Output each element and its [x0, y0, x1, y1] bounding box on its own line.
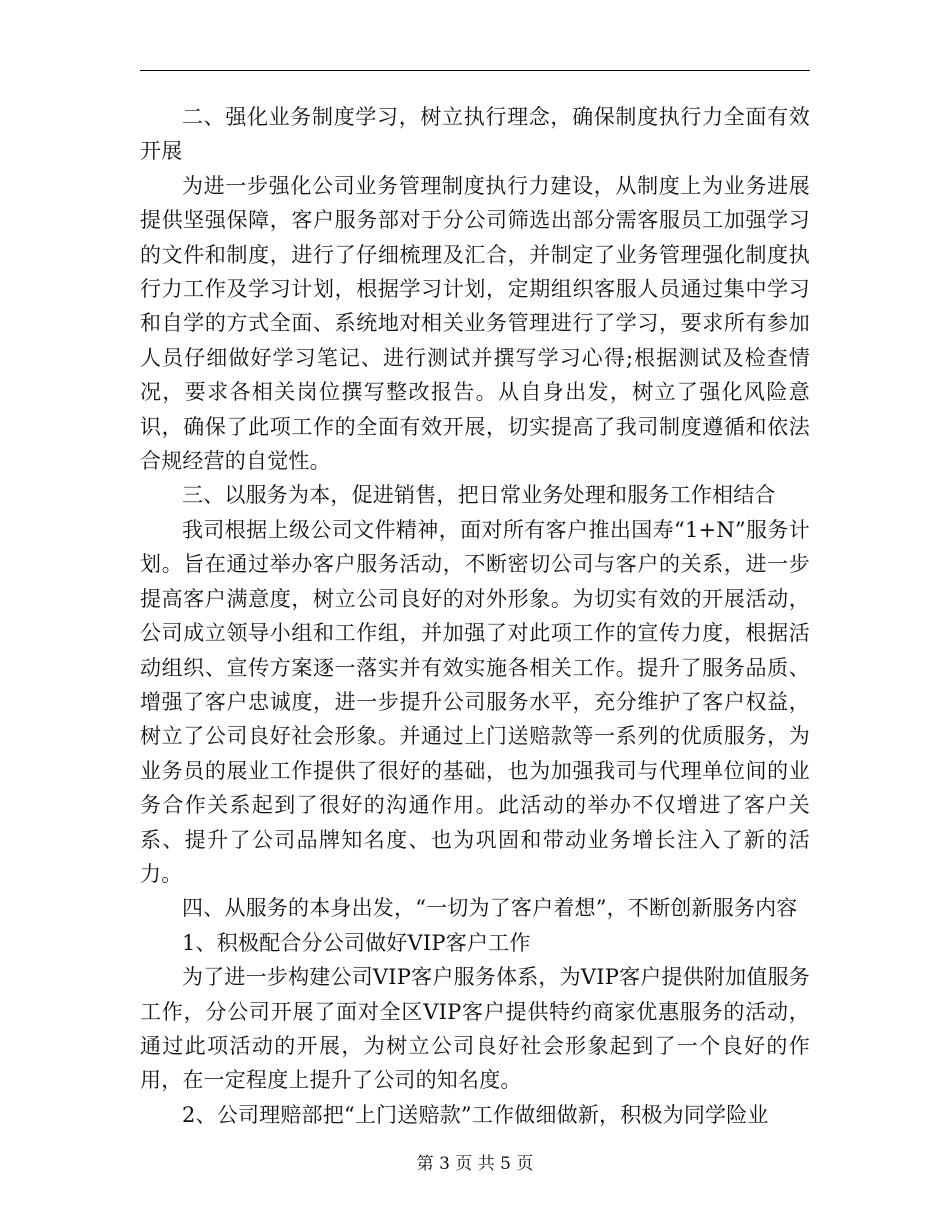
body-paragraph: 为了进一步构建公司VIP客户服务体系，为VIP客户提供附加值服务工作，分公司开展了面对全区VIP客户提供特约商家优惠服务的活动，通过此项活动的开展，为树立公司良好社会形象起到了一个良好的作用，在一定程度上提升了公司的知名度。: [140, 965, 810, 1093]
header-rule: [140, 70, 810, 71]
document-body: [140, 100, 810, 1132]
body-paragraph: 为进一步强化公司业务管理制度执行力建设，从制度上为业务进展提供坚强保障，客户服务部对于分公司筛选出部分需客服员工加强学习的文件和制度，进行了仔细梳理及汇合，并制定了业务管理强化制度执行力工作及学习计划，根据学习计划，定期组织客服人员通过集中学习和自学的方式全面、系统地对相关业务管理进行了学习，要求所有参加人员仔细做好学习笔记、进行测试并撰写学习心得;根据测试及检查情况，要求各相关岗位撰写整改报告。从自身出发，树立了强化风险意识，确保了此项工作的全面有效开展，切实提高了我司制度遵循和依法合规经营的自觉性。: [140, 173, 810, 474]
sub-heading-1: 1、积极配合分公司做好VIP客户工作: [182, 930, 531, 955]
section-heading-4: 四、从服务的本身出发，“一切为了客户着想”，不断创新服务内容: [182, 896, 798, 921]
page-number-footer: 第 3 页 共 5 页: [416, 1154, 534, 1174]
section-heading-2: 二、强化业务制度学习，树立执行理念，确保制度执行力全面有效开展: [140, 105, 810, 164]
section-heading-3: 三、以服务为本，促进销售，把日常业务处理和服务工作相结合: [182, 483, 776, 508]
body-paragraph: 我司根据上级公司文件精神，面对所有客户推出国寿“1+N”服务计划。旨在通过举办客户服务活动，不断密切公司与客户的关系，进一步提高客户满意度，树立公司良好的对外形象。为切实有效的开展活动，公司成立领导小组和工作组，并加强了对此项工作的宣传力度，根据活动组织、宣传方案逐一落实并有效实施各相关工作。提升了服务品质、增强了客户忠诚度，进一步提升公司服务水平，充分维护了客户权益，树立了公司良好社会形象。并通过上门送赔款等一系列的优质服务，为业务员的展业工作提供了很好的基础，也为加强我司与代理单位间的业务合作关系起到了很好的沟通作用。此活动的举办不仅增进了客户关系、提升了公司品牌知名度、也为巩固和带动业务增长注入了新的活力。: [140, 517, 810, 886]
sub-heading-2: 2、公司理赔部把“上门送赔款”工作做细做新，积极为同学险业: [182, 1102, 769, 1127]
